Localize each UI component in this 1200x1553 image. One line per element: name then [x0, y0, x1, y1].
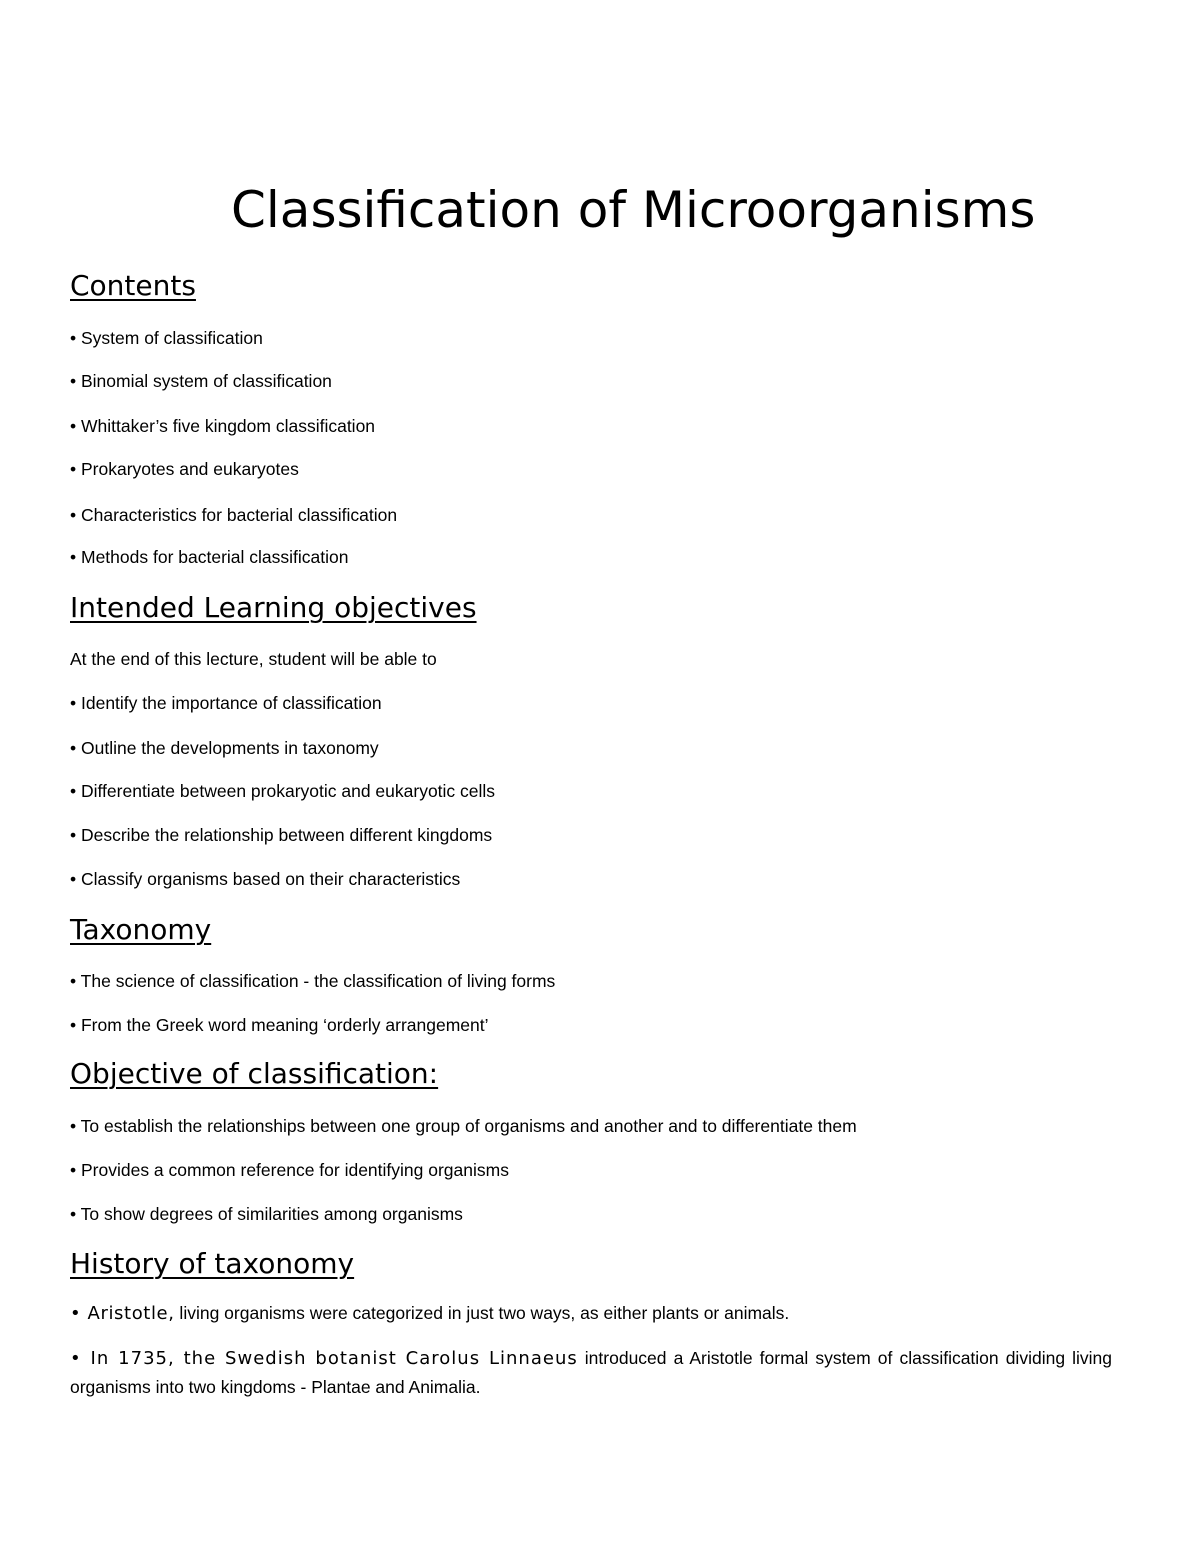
heading-taxonomy: Taxonomy [70, 913, 212, 946]
heading-contents: Contents [70, 269, 196, 302]
taxonomy-item: • From the Greek word meaning ‘orderly arrangement’ [70, 1015, 489, 1035]
history-paragraph-lead: • In 1735, the Swedish botanist Carolus Linnaeus [70, 1348, 578, 1369]
heading-objective-classification: Objective of classification: [70, 1057, 439, 1090]
taxonomy-item: • The science of classification - the classification of living forms [70, 971, 556, 991]
objectives-item: • Outline the developments in taxonomy [70, 738, 379, 758]
contents-item: • Binomial system of classification [70, 371, 332, 391]
history-paragraph-text: introduced a Aristotle formal system of classification dividing living organisms into two kingdoms - Plantae and Animalia. [70, 1348, 1112, 1397]
objective-classification-item: • Provides a common reference for identifying organisms [70, 1160, 509, 1180]
history-item-lead: • Aristotle, [70, 1303, 175, 1324]
heading-objectives: Intended Learning objectives [70, 591, 477, 624]
document-title: Classification of Microorganisms [231, 181, 1036, 239]
objective-classification-item: • To show degrees of similarities among organisms [70, 1204, 463, 1224]
contents-item: • Whittaker’s five kingdom classification [70, 416, 376, 436]
objective-classification-item: • To establish the relationships between one group of organisms and another and to differentiate them [70, 1116, 857, 1136]
contents-item: • System of classification [70, 328, 263, 348]
contents-item: • Characteristics for bacterial classification [70, 505, 398, 525]
history-item [70, 1301, 789, 1326]
history-item-text: living organisms were categorized in just two ways, as either plants or animals. [174, 1303, 790, 1323]
contents-item: • Methods for bacterial classification [70, 547, 349, 567]
history-paragraph [70, 1344, 1112, 1402]
objectives-item: • Describe the relationship between different kingdoms [70, 825, 493, 845]
objectives-intro: At the end of this lecture, student will be able to [70, 649, 437, 669]
objectives-item: • Differentiate between prokaryotic and eukaryotic cells [70, 781, 496, 801]
objectives-item: • Classify organisms based on their characteristics [70, 869, 461, 889]
heading-history: History of taxonomy [70, 1247, 355, 1280]
contents-item: • Prokaryotes and eukaryotes [70, 459, 299, 479]
objectives-item: • Identify the importance of classification [70, 693, 382, 713]
